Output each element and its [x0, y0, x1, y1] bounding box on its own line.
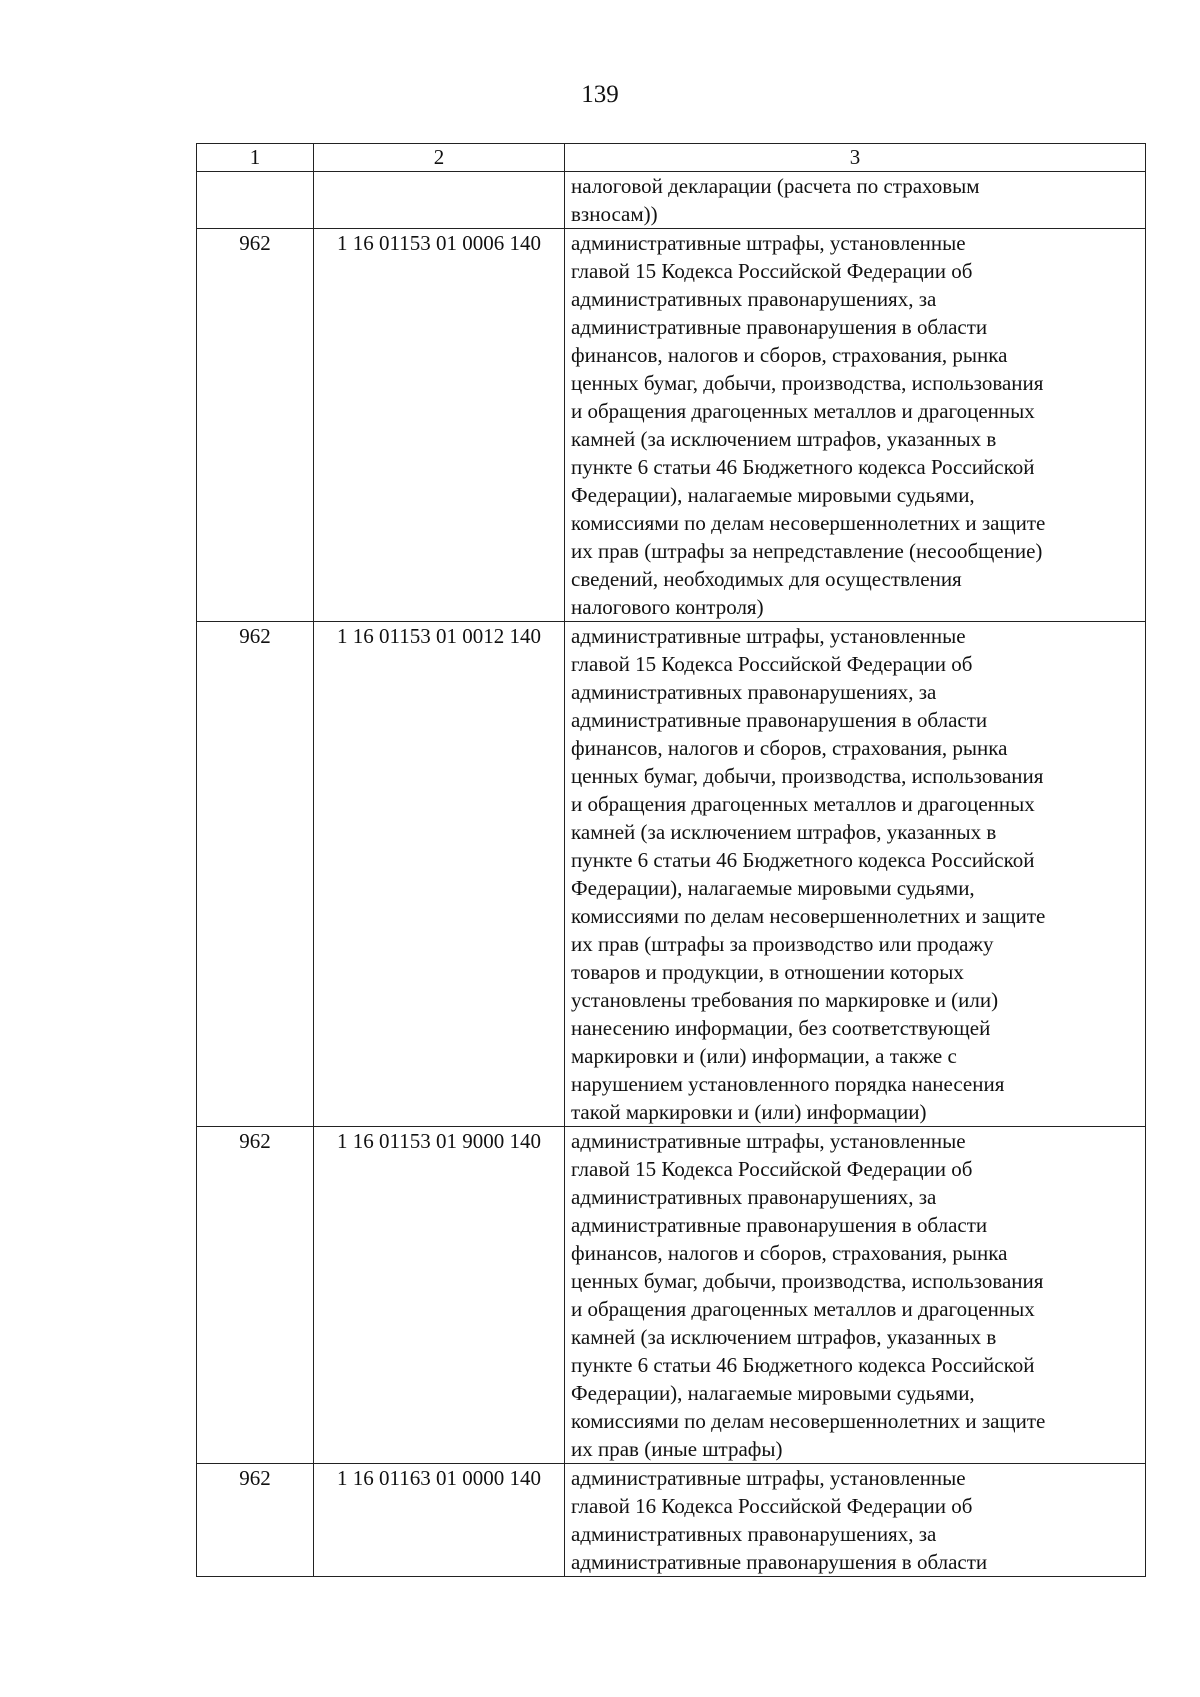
description-cell: [565, 229, 1146, 622]
description-line: главой 15 Кодекса Российской Федерации об: [571, 1157, 973, 1181]
header-col-3: 3: [565, 144, 1146, 172]
description-line: налоговой декларации (расчета по страховым: [571, 174, 980, 198]
description-line: пункте 6 статьи 46 Бюджетного кодекса Российской: [571, 848, 1035, 872]
description-line: товаров и продукции, в отношении которых: [571, 960, 964, 984]
description-line: комиссиями по делам несовершеннолетних и защите: [571, 904, 1046, 928]
description-cell: [565, 1127, 1146, 1464]
admin-code-cell: 962: [197, 229, 314, 622]
description-cell: [565, 1464, 1146, 1577]
description-line: сведений, необходимых для осуществления: [571, 567, 962, 591]
table-row: [197, 229, 1146, 622]
description-cell: [565, 622, 1146, 1127]
description-line: административных правонарушениях, за: [571, 1185, 937, 1209]
description-line: комиссиями по делам несовершеннолетних и защите: [571, 1409, 1046, 1433]
description-line: административные штрафы, установленные: [571, 624, 966, 648]
description-line: главой 16 Кодекса Российской Федерации об: [571, 1494, 973, 1518]
description-line: пункте 6 статьи 46 Бюджетного кодекса Российской: [571, 1353, 1035, 1377]
description-line: комиссиями по делам несовершеннолетних и защите: [571, 511, 1046, 535]
table-row: [197, 172, 1146, 229]
description-line: административных правонарушениях, за: [571, 287, 937, 311]
description-line: административные правонарушения в области: [571, 708, 988, 732]
description-line: финансов, налогов и сборов, страхования, рынка: [571, 736, 1008, 760]
description-line: установлены требования по маркировке и (или): [571, 988, 999, 1012]
description-line: административные правонарушения в области: [571, 1213, 988, 1237]
admin-code-cell: 962: [197, 1127, 314, 1464]
description-line: ценных бумаг, добычи, производства, использования: [571, 371, 1044, 395]
admin-code-cell: 962: [197, 1464, 314, 1577]
kbk-code-cell: 1 16 01153 01 0012 140: [314, 622, 565, 1127]
description-line: камней (за исключением штрафов, указанных в: [571, 427, 997, 451]
table-row: [197, 622, 1146, 1127]
description-line: финансов, налогов и сборов, страхования, рынка: [571, 343, 1008, 367]
description-line: и обращения драгоценных металлов и драгоценных: [571, 1297, 1035, 1321]
description-line: административных правонарушениях, за: [571, 680, 937, 704]
description-line: пункте 6 статьи 46 Бюджетного кодекса Российской: [571, 455, 1035, 479]
description-line: их прав (иные штрафы): [571, 1437, 783, 1461]
description-line: Федерации), налагаемые мировыми судьями,: [571, 1381, 975, 1405]
table-row: [197, 1464, 1146, 1577]
description-line: взносам)): [571, 202, 658, 226]
budget-code-table: [196, 143, 1146, 1577]
description-line: ценных бумаг, добычи, производства, использования: [571, 764, 1044, 788]
table-header-row: [197, 144, 1146, 172]
description-line: и обращения драгоценных металлов и драгоценных: [571, 399, 1035, 423]
description-line: камней (за исключением штрафов, указанных в: [571, 1325, 997, 1349]
description-line: их прав (штрафы за производство или продажу: [571, 932, 994, 956]
kbk-code-cell: 1 16 01153 01 0006 140: [314, 229, 565, 622]
description-line: ценных бумаг, добычи, производства, использования: [571, 1269, 1044, 1293]
description-line: финансов, налогов и сборов, страхования, рынка: [571, 1241, 1008, 1265]
description-line: нанесению информации, без соответствующей: [571, 1016, 991, 1040]
description-line: административные штрафы, установленные: [571, 231, 966, 255]
description-line: административные правонарушения в области: [571, 1550, 988, 1574]
description-line: административные штрафы, установленные: [571, 1129, 966, 1153]
description-line: налогового контроля): [571, 595, 764, 619]
admin-code-cell: [197, 172, 314, 229]
description-line: главой 15 Кодекса Российской Федерации об: [571, 259, 973, 283]
description-line: маркировки и (или) информации, а также с: [571, 1044, 957, 1068]
header-col-1: 1: [197, 144, 314, 172]
table-row: [197, 1127, 1146, 1464]
description-line: административные правонарушения в области: [571, 315, 988, 339]
description-line: такой маркировки и (или) информации): [571, 1100, 927, 1124]
description-line: административные штрафы, установленные: [571, 1466, 966, 1490]
description-line: Федерации), налагаемые мировыми судьями,: [571, 483, 975, 507]
description-line: камней (за исключением штрафов, указанных в: [571, 820, 997, 844]
description-cell: [565, 172, 1146, 229]
description-line: административных правонарушениях, за: [571, 1522, 937, 1546]
description-line: и обращения драгоценных металлов и драгоценных: [571, 792, 1035, 816]
page-number: 139: [581, 81, 619, 108]
description-line: главой 15 Кодекса Российской Федерации об: [571, 652, 973, 676]
kbk-code-cell: [314, 172, 565, 229]
description-line: нарушением установленного порядка нанесения: [571, 1072, 1005, 1096]
kbk-code-cell: 1 16 01163 01 0000 140: [314, 1464, 565, 1577]
kbk-code-cell: 1 16 01153 01 9000 140: [314, 1127, 565, 1464]
description-line: Федерации), налагаемые мировыми судьями,: [571, 876, 975, 900]
header-col-2: 2: [314, 144, 565, 172]
description-line: их прав (штрафы за непредставление (несообщение): [571, 539, 1043, 563]
admin-code-cell: 962: [197, 622, 314, 1127]
